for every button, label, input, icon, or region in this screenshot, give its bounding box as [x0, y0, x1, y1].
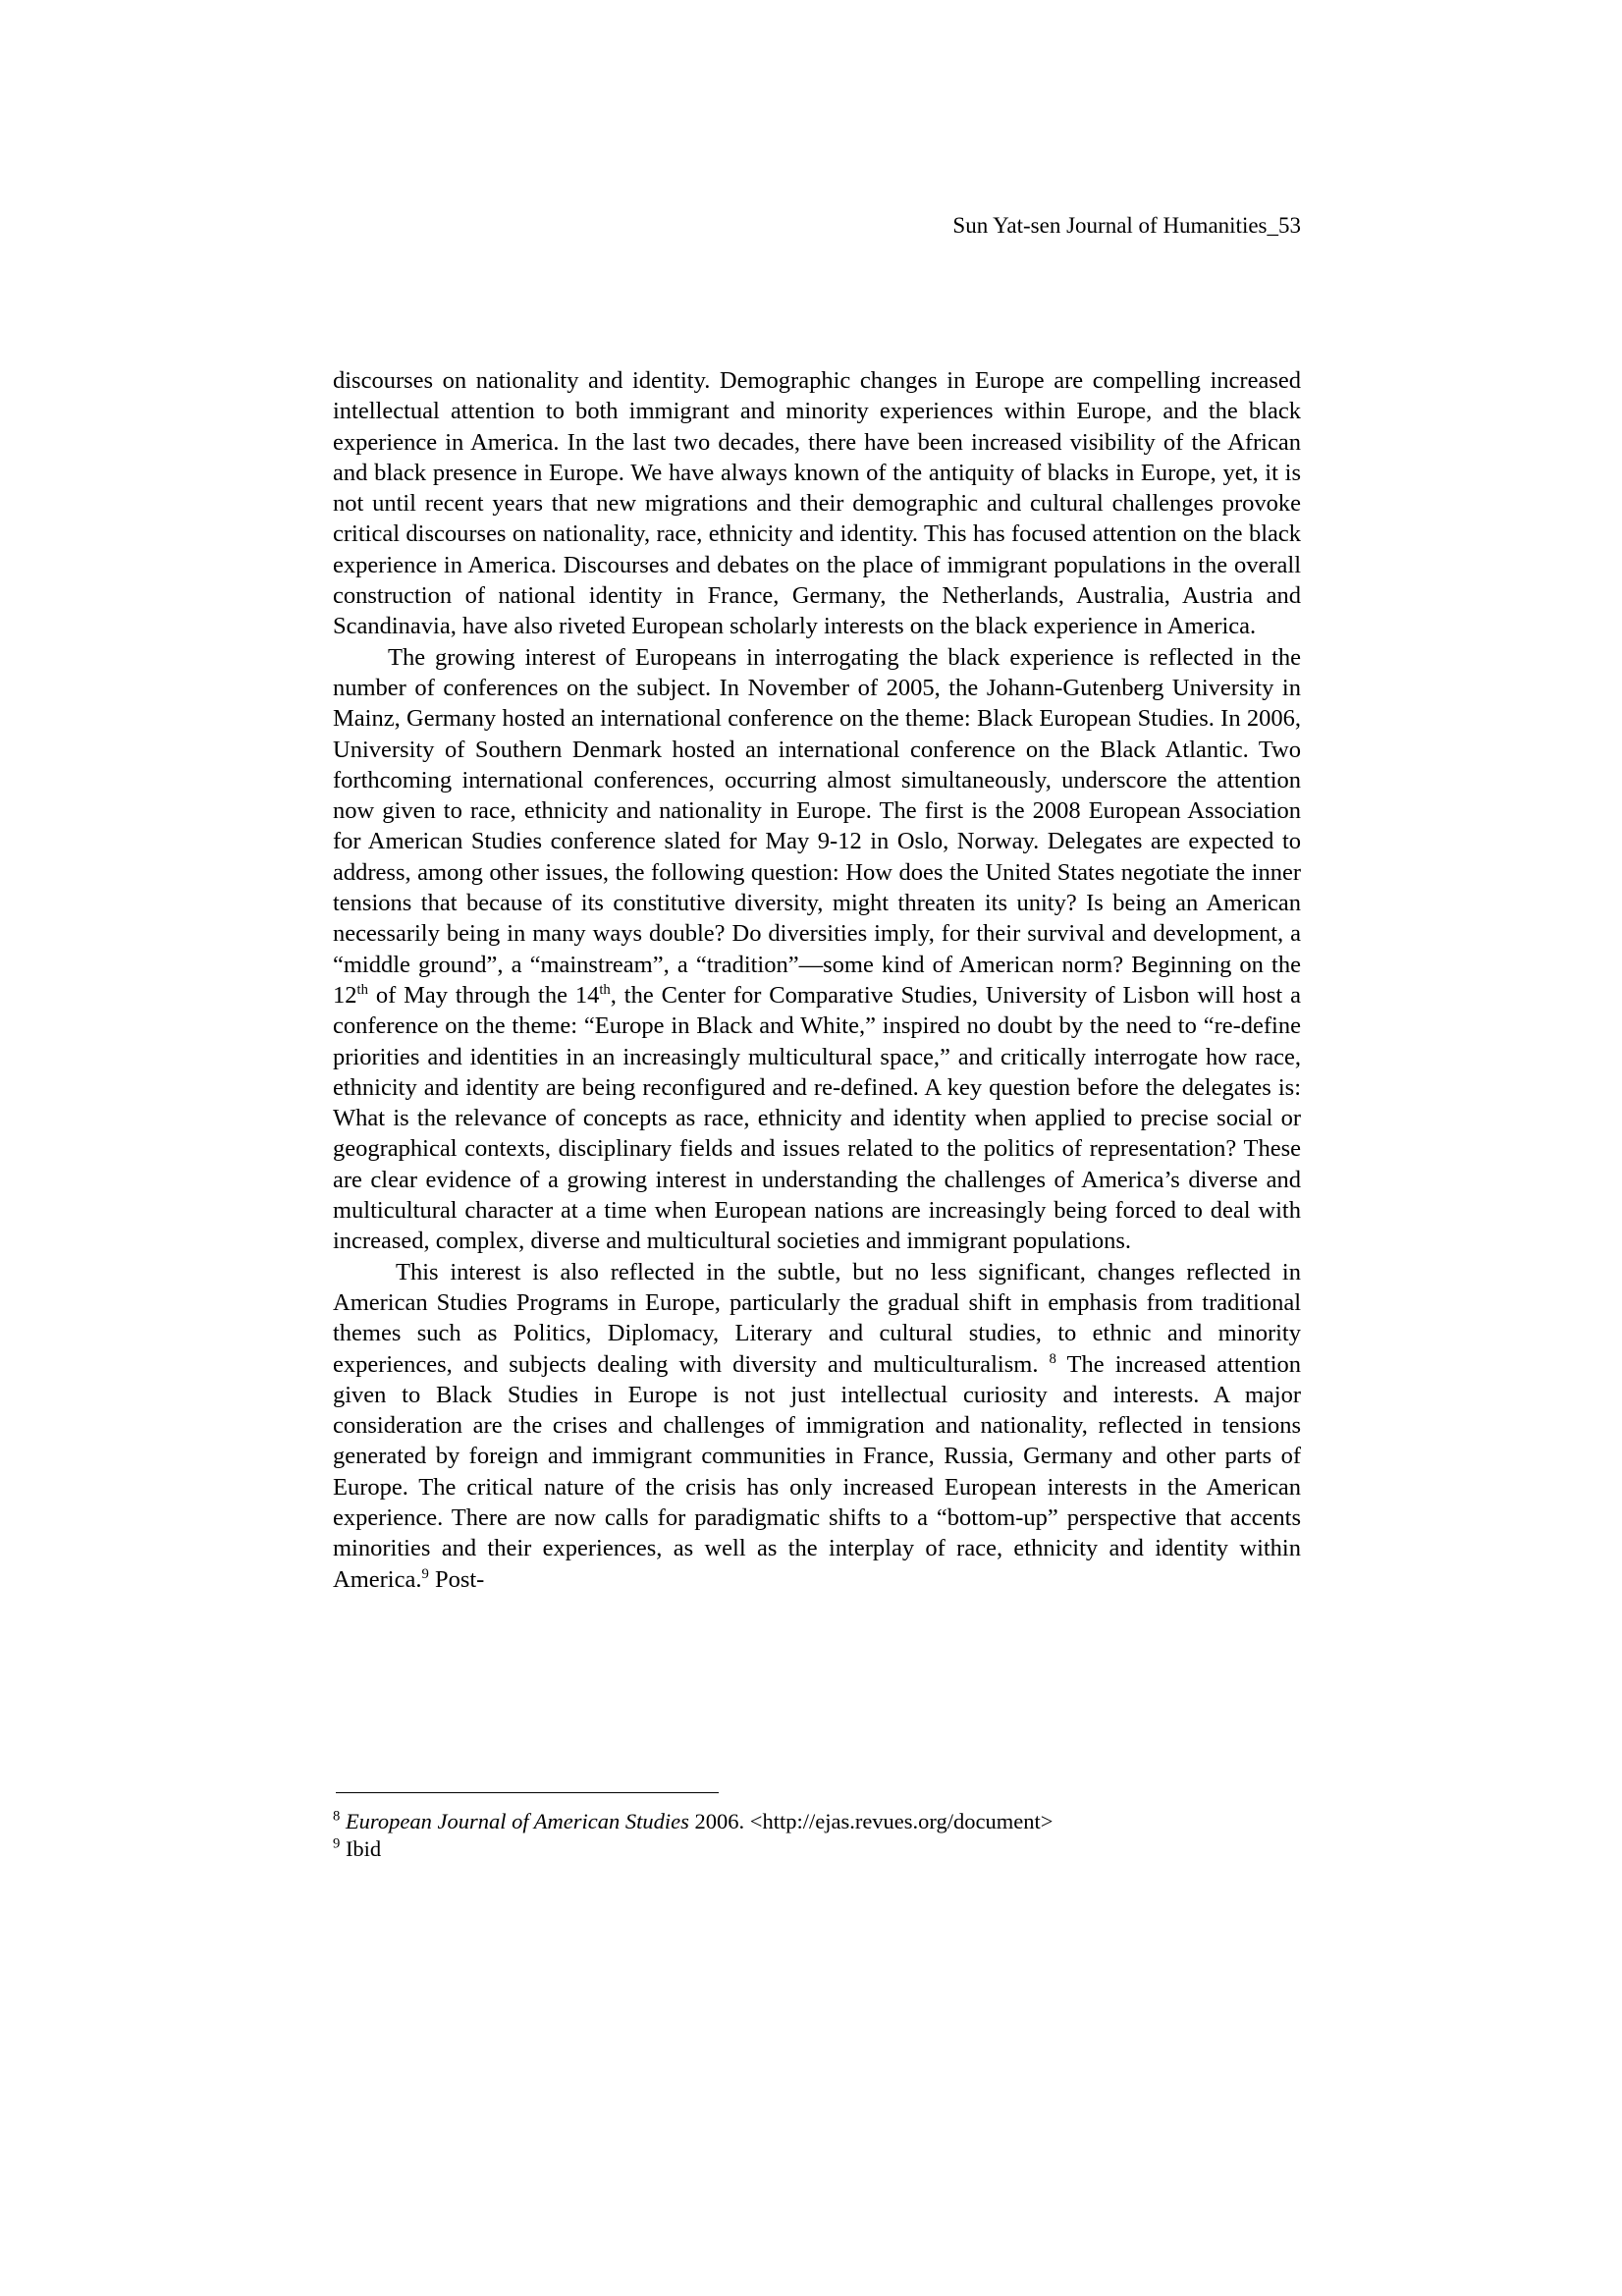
paragraph-1: discourses on nationality and identity. Demographic changes in Europe are compelling increased intellectual attention to both immigrant and minority experiences within Europe, and the black experience in America. In the last two decades, there have been increased visibility of the African and black presence in Europe. We have always known of the antiquity of blacks in Europe, yet, it is not until recent years that new migrations and their demographic and cultural challenges provoke critical discourses on nationality, race, ethnicity and identity. This has focused attention on the black experience in America. Discourses and debates on the place of immigrant populations in the overall construction of national identity in France, Germany, the Netherlands, Australia, Austria and Scandinavia, have also riveted European scholarly interests on the black experience in America.: [333, 367, 1301, 640]
paragraph-2-text-a: The growing interest of Europeans in interrogating the black experience is reflected in the number of conferences on the subject. In November of 2005, the Johann-Gutenberg University in Mainz, Germany hosted an international conference on the theme: Black European Studies. In 2006, University of Southern Denmark hosted an international conference on the Black Atlantic. Two forthcoming international conferences, occurring almost simultaneously, underscore the attention now given to race, ethnicity and nationality in Europe. The first is the 2008 European Association for American Studies conference slated for May 9-12 in Oslo, Norway. Delegates are expected to address, among other issues, the following question: How does the United States negotiate the inner tensions that because of its constitutive diversity, might threaten its unity? Is being an American necessarily being in many ways double? Do diversities imply, for their survival and development, a “middle ground”, a “mainstream”, a “tradition”—some kind of American norm? Beginning on the 12: [333, 643, 1301, 1009]
paragraph-3-text-b: The increased attention given to Black Studies in Europe is not just intellectual curiosity and interests. A major consideration are the crises and challenges of immigration and nationality, reflected in tensions generated by foreign and immigrant communities in France, Russia, Germany and other parts of Europe. The critical nature of the crisis has only increased European interests in the American experience. There are now calls for paradigmatic shifts to a “bottom-up” perspective that accents minorities and their experiences, as well as the interplay of race, ethnicity and identity within America.: [333, 1350, 1301, 1593]
paragraph-3-text-c: Post-: [428, 1565, 485, 1593]
footnote-mark: 8: [333, 1808, 341, 1825]
footnote-9-text: Ibid: [345, 1836, 382, 1861]
paragraph-2-text-b: of May through the 14: [367, 981, 600, 1009]
footnote-separator: [336, 1792, 719, 1793]
footnote-source-title: European Journal of American Studies: [345, 1809, 689, 1833]
footnote-9: [333, 1835, 1301, 1863]
footnote-mark: 9: [333, 1835, 341, 1852]
paragraph-3: [333, 1257, 1301, 1595]
ordinal-suffix: th: [356, 981, 368, 998]
ordinal-suffix: th: [599, 981, 611, 998]
footnote-ref-9[interactable]: 9: [421, 1565, 429, 1582]
footnote-ref-8[interactable]: 8: [1049, 1350, 1056, 1367]
paragraph-2: [333, 642, 1301, 1257]
footnote-8: [333, 1808, 1301, 1835]
running-header: Sun Yat-sen Journal of Humanities_53: [952, 213, 1301, 238]
footnotes: [333, 1808, 1301, 1863]
main-body-text: [333, 365, 1301, 1595]
footnote-8-text: 2006. <http://ejas.revues.org/document>: [688, 1809, 1054, 1833]
paragraph-3-text-a: This interest is also reflected in the subtle, but no less significant, changes reflected in American Studies Programs in Europe, particularly the gradual shift in emphasis from traditional themes such as Politics, Diplomacy, Literary and cultural studies, to ethnic and minority experiences, and subjects dealing with diversity and multiculturalism.: [333, 1258, 1301, 1378]
paragraph-2-text-c: , the Center for Comparative Studies, University of Lisbon will host a conference on the theme: “Europe in Black and White,” inspired no doubt by the need to “re-define priorities and identities in an increasingly multicultural space,” and critically interrogate how race, ethnicity and identity are being reconfigured and re-defined. A key question before the delegates is: What is the relevance of concepts as race, ethnicity and identity when applied to precise social or geographical contexts, disciplinary fields and issues related to the politics of representation? These are clear evidence of a growing interest in understanding the challenges of America’s diverse and multicultural character at a time when European nations are increasingly being forced to deal with increased, complex, diverse and multicultural societies and immigrant populations.: [333, 981, 1301, 1255]
